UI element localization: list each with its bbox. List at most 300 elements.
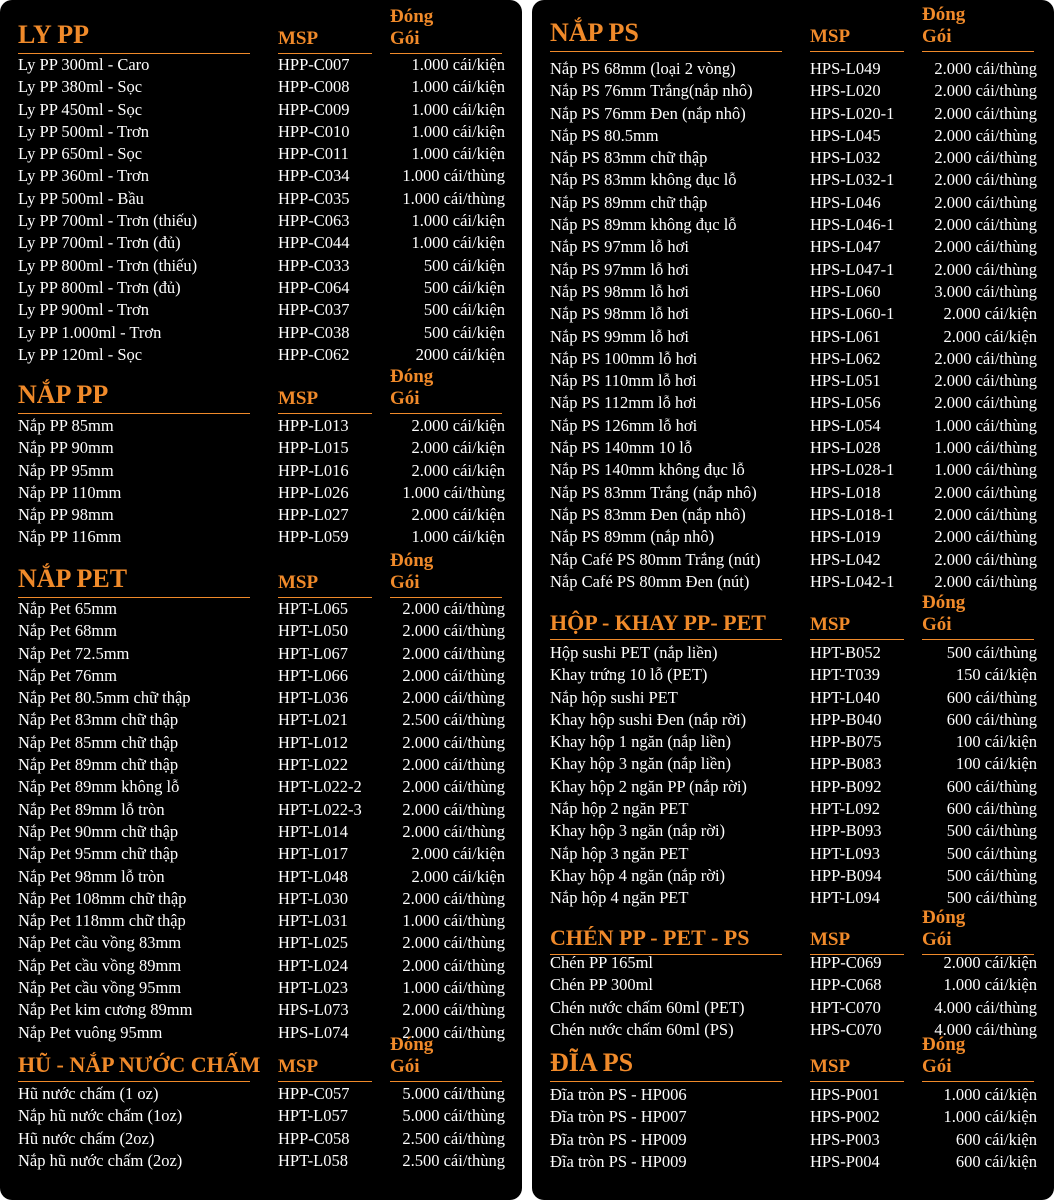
product-row bbox=[18, 165, 505, 187]
product-code: HPP-B092 bbox=[810, 776, 882, 796]
product-code: HPS-L018 bbox=[810, 482, 881, 502]
product-name: Ly PP 650ml - Sọc bbox=[18, 144, 143, 164]
product-row bbox=[550, 709, 1037, 731]
pack-underline bbox=[922, 51, 1034, 52]
product-code: HPS-L060 bbox=[810, 281, 881, 301]
product-packing: 3.000 cái/thùng bbox=[934, 281, 1037, 301]
product-name: Nắp PS 140mm không đục lỗ bbox=[550, 460, 745, 480]
pack-column-header: Đóng Gói bbox=[922, 592, 966, 635]
product-row bbox=[550, 303, 1037, 325]
product-list-ly-pp bbox=[18, 54, 505, 366]
product-code: HPT-L094 bbox=[810, 888, 880, 908]
product-list-hu-nap-nuoc-cham bbox=[18, 1083, 505, 1172]
product-packing: 2.000 cái/kiện bbox=[411, 505, 505, 525]
product-row bbox=[550, 415, 1037, 437]
product-packing: 500 cái/thùng bbox=[946, 843, 1037, 863]
product-list-nap-ps bbox=[550, 58, 1037, 593]
product-row bbox=[550, 169, 1037, 191]
product-packing: 2.000 cái/kiện bbox=[943, 304, 1037, 324]
product-packing: 1.000 cái/thùng bbox=[402, 911, 505, 931]
product-name: Nắp PS 83mm không đục lỗ bbox=[550, 170, 737, 190]
product-list-chen-pp-pet-ps bbox=[550, 952, 1037, 1041]
product-packing: 2.000 cái/thùng bbox=[934, 482, 1037, 502]
product-name: Nắp PS 76mm Trắng(nắp nhô) bbox=[550, 81, 753, 101]
product-packing: 1.000 cái/thùng bbox=[934, 415, 1037, 435]
product-packing: 2.000 cái/thùng bbox=[402, 777, 505, 797]
product-name: Nắp Pet 95mm chữ thập bbox=[18, 844, 179, 864]
product-code: HPP-C063 bbox=[278, 211, 350, 231]
section-title: HỘP - KHAY PP- PET bbox=[550, 610, 766, 635]
product-name: Nắp hộp 2 ngăn PET bbox=[550, 799, 689, 819]
product-name: Ly PP 700ml - Trơn (đủ) bbox=[18, 233, 181, 253]
product-name: Nắp Pet 72.5mm bbox=[18, 643, 130, 663]
product-code: HPT-L036 bbox=[278, 688, 348, 708]
product-packing: 2.000 cái/kiện bbox=[943, 326, 1037, 346]
section-title: CHÉN PP - PET - PS bbox=[550, 925, 750, 950]
product-name: Đĩa tròn PS - HP007 bbox=[550, 1107, 687, 1127]
product-packing: 2.500 cái/thùng bbox=[402, 1150, 505, 1170]
product-row bbox=[18, 299, 505, 321]
pack-underline bbox=[922, 1081, 1034, 1082]
product-code: HPT-L093 bbox=[810, 843, 880, 863]
product-packing: 2.000 cái/thùng bbox=[934, 259, 1037, 279]
product-code: HPT-L021 bbox=[278, 710, 348, 730]
product-row bbox=[18, 143, 505, 165]
product-name: Nắp Pet 108mm chữ thập bbox=[18, 888, 187, 908]
product-packing: 1.000 cái/kiện bbox=[411, 55, 505, 74]
product-name: Khay hộp 3 ngăn (nắp liền) bbox=[550, 754, 731, 774]
product-row bbox=[18, 504, 505, 526]
product-packing: 2.000 cái/thùng bbox=[402, 1022, 505, 1042]
product-name: Nắp PS 83mm Đen (nắp nhô) bbox=[550, 504, 746, 524]
product-code: HPS-L047-1 bbox=[810, 259, 895, 279]
product-row bbox=[18, 76, 505, 98]
product-name: Nắp Pet cầu vồng 95mm bbox=[18, 978, 182, 998]
product-name: Nắp Pet 76mm bbox=[18, 665, 117, 685]
product-row bbox=[18, 732, 505, 754]
product-packing: 600 cái/thùng bbox=[946, 776, 1037, 796]
product-row bbox=[18, 54, 505, 76]
product-code: HPT-L065 bbox=[278, 599, 348, 618]
product-packing: 4.000 cái/thùng bbox=[934, 1019, 1037, 1039]
pack-column-header: Đóng Gói bbox=[390, 366, 434, 409]
product-name: Nắp PP 98mm bbox=[18, 505, 114, 525]
product-row bbox=[550, 1129, 1037, 1151]
product-name: Nắp PS 76mm Đen (nắp nhô) bbox=[550, 103, 746, 123]
product-code: HPS-L051 bbox=[810, 371, 881, 391]
product-row bbox=[550, 776, 1037, 798]
product-packing: 2.000 cái/kiện bbox=[411, 844, 505, 864]
product-packing: 2.000 cái/thùng bbox=[934, 103, 1037, 123]
product-row bbox=[18, 821, 505, 843]
product-code: HPT-L014 bbox=[278, 821, 348, 841]
product-name: Nắp PP 116mm bbox=[18, 527, 122, 547]
product-name: Nắp Pet 90mm chữ thập bbox=[18, 821, 179, 841]
msp-column-header: MSP bbox=[278, 388, 319, 409]
product-row bbox=[18, 843, 505, 865]
product-code: HPT-L048 bbox=[278, 866, 348, 886]
product-code: HPS-L018-1 bbox=[810, 504, 895, 524]
product-row bbox=[18, 754, 505, 776]
product-packing: 1.000 cái/thùng bbox=[934, 460, 1037, 480]
product-packing: 1.000 cái/thùng bbox=[934, 438, 1037, 458]
product-packing: 2.000 cái/thùng bbox=[934, 59, 1037, 78]
product-code: HPP-C034 bbox=[278, 166, 350, 186]
product-name: Nắp Pet kim cương 89mm bbox=[18, 1000, 193, 1020]
product-packing: 2.000 cái/thùng bbox=[934, 549, 1037, 569]
product-row bbox=[18, 99, 505, 121]
product-packing: 2.000 cái/thùng bbox=[934, 527, 1037, 547]
pack-column-header: Đóng Gói bbox=[390, 6, 434, 49]
product-packing: 2.000 cái/thùng bbox=[402, 621, 505, 641]
product-code: HPT-L022-3 bbox=[278, 799, 362, 819]
product-name: Nắp Pet 89mm chữ thập bbox=[18, 755, 179, 775]
product-name: Nắp PS 110mm lỗ hơi bbox=[550, 371, 697, 391]
product-name: Nắp Pet 89mm lỗ tròn bbox=[18, 799, 165, 819]
product-row bbox=[18, 482, 505, 504]
product-packing: 2.000 cái/thùng bbox=[934, 148, 1037, 168]
product-row bbox=[550, 259, 1037, 281]
product-name: Nắp PS 89mm không đục lỗ bbox=[550, 215, 737, 235]
product-code: HPS-L042-1 bbox=[810, 571, 895, 591]
product-row bbox=[18, 322, 505, 344]
product-code: HPT-L022-2 bbox=[278, 777, 362, 797]
product-code: HPS-L019 bbox=[810, 527, 881, 547]
product-packing: 100 cái/kiện bbox=[955, 754, 1037, 774]
product-name: Ly PP 800ml - Trơn (đủ) bbox=[18, 277, 181, 297]
product-row bbox=[550, 370, 1037, 392]
product-code: HPT-B052 bbox=[810, 643, 881, 662]
product-row bbox=[550, 482, 1037, 504]
product-code: HPS-L054 bbox=[810, 415, 881, 435]
msp-column-header: MSP bbox=[810, 26, 851, 47]
product-row bbox=[18, 598, 505, 620]
product-code: HPS-L061 bbox=[810, 326, 881, 346]
product-packing: 600 cái/thùng bbox=[946, 687, 1037, 707]
product-name: Đĩa tròn PS - HP006 bbox=[550, 1085, 687, 1104]
product-code: HPP-C009 bbox=[278, 99, 350, 119]
product-row bbox=[550, 664, 1037, 686]
product-row bbox=[550, 459, 1037, 481]
product-row bbox=[18, 1150, 505, 1172]
product-name: Nắp hộp sushi PET bbox=[550, 687, 678, 707]
product-code: HPS-L045 bbox=[810, 125, 881, 145]
product-name: Khay hộp 4 ngăn (nắp rời) bbox=[550, 865, 726, 885]
pack-column-header: Đóng Gói bbox=[922, 1034, 966, 1077]
product-code: HPP-C058 bbox=[278, 1128, 350, 1148]
product-packing: 2.000 cái/thùng bbox=[934, 504, 1037, 524]
product-list-hop-khay-pp-pet bbox=[550, 642, 1037, 910]
msp-underline bbox=[278, 413, 372, 414]
product-row bbox=[550, 549, 1037, 571]
product-code: HPT-L031 bbox=[278, 911, 348, 931]
product-code: HPT-L066 bbox=[278, 665, 348, 685]
product-code: HPS-L028-1 bbox=[810, 460, 895, 480]
product-code: HPT-L067 bbox=[278, 643, 348, 663]
product-code: HPP-B040 bbox=[810, 709, 882, 729]
product-row bbox=[550, 192, 1037, 214]
product-name: Khay hộp 1 ngăn (nắp liền) bbox=[550, 732, 731, 752]
product-row bbox=[18, 232, 505, 254]
product-name: Nắp Pet 65mm bbox=[18, 599, 117, 618]
product-name: Ly PP 1.000ml - Trơn bbox=[18, 322, 162, 342]
product-name: Nắp PS 97mm lỗ hơi bbox=[550, 237, 689, 257]
product-packing: 2.000 cái/thùng bbox=[402, 688, 505, 708]
product-code: HPS-L028 bbox=[810, 438, 881, 458]
product-code: HPP-C038 bbox=[278, 322, 350, 342]
product-row bbox=[18, 415, 505, 437]
product-packing: 2.000 cái/thùng bbox=[934, 81, 1037, 101]
product-code: HPS-L062 bbox=[810, 348, 881, 368]
product-row bbox=[550, 820, 1037, 842]
product-name: Nắp PS 100mm lỗ hơi bbox=[550, 348, 698, 368]
product-name: Nắp PS 126mm lỗ hơi bbox=[550, 415, 698, 435]
product-name: Nắp Pet 89mm không lỗ bbox=[18, 777, 180, 797]
product-name: Nắp Café PS 80mm Đen (nút) bbox=[550, 571, 750, 591]
product-code: HPT-L057 bbox=[278, 1106, 348, 1126]
product-name: Nắp PP 90mm bbox=[18, 438, 114, 458]
product-name: Nắp PS 98mm lỗ hơi bbox=[550, 304, 689, 324]
product-packing: 1.000 cái/kiện bbox=[411, 211, 505, 231]
product-code: HPP-C035 bbox=[278, 188, 350, 208]
product-code: HPS-L020-1 bbox=[810, 103, 895, 123]
pack-column-header: Đóng Gói bbox=[390, 550, 434, 593]
product-row bbox=[18, 776, 505, 798]
product-code: HPP-C010 bbox=[278, 121, 350, 141]
product-name: Nắp PP 95mm bbox=[18, 460, 114, 480]
product-packing: 2.000 cái/kiện bbox=[411, 438, 505, 458]
product-row bbox=[550, 687, 1037, 709]
product-row bbox=[18, 210, 505, 232]
product-row bbox=[550, 236, 1037, 258]
product-name: Hũ nước chấm (2oz) bbox=[18, 1128, 155, 1148]
product-packing: 500 cái/kiện bbox=[423, 255, 505, 275]
product-name: Nắp PS 83mm Trắng (nắp nhô) bbox=[550, 482, 757, 502]
product-packing: 100 cái/kiện bbox=[955, 732, 1037, 752]
msp-column-header: MSP bbox=[810, 929, 851, 950]
product-packing: 2.000 cái/thùng bbox=[402, 799, 505, 819]
product-row bbox=[18, 188, 505, 210]
section-title: ĐĨA PS bbox=[550, 1048, 634, 1077]
product-packing: 2.000 cái/thùng bbox=[934, 348, 1037, 368]
product-name: Chén nước chấm 60ml (PET) bbox=[550, 997, 745, 1017]
product-row bbox=[550, 997, 1037, 1019]
product-packing: 1.000 cái/thùng bbox=[402, 482, 505, 502]
title-underline bbox=[550, 51, 782, 52]
product-name: Chén nước chấm 60ml (PS) bbox=[550, 1019, 734, 1039]
product-row bbox=[18, 866, 505, 888]
product-row bbox=[18, 665, 505, 687]
product-row bbox=[18, 526, 505, 548]
section-title: NẮP PET bbox=[18, 564, 128, 593]
product-row bbox=[550, 731, 1037, 753]
product-name: Nắp PS 83mm chữ thập bbox=[550, 148, 708, 168]
product-code: HPT-L023 bbox=[278, 978, 348, 998]
product-name: Nắp PS 98mm lỗ hơi bbox=[550, 281, 689, 301]
product-code: HPP-B094 bbox=[810, 865, 882, 885]
product-row bbox=[550, 392, 1037, 414]
product-row bbox=[550, 1106, 1037, 1128]
pack-underline bbox=[390, 1081, 502, 1082]
product-code: HPT-L092 bbox=[810, 799, 880, 819]
product-name: Ly PP 500ml - Bầu bbox=[18, 188, 144, 208]
product-row bbox=[18, 687, 505, 709]
product-packing: 2.000 cái/kiện bbox=[943, 953, 1037, 972]
product-packing: 2.000 cái/thùng bbox=[402, 665, 505, 685]
product-code: HPS-P002 bbox=[810, 1107, 880, 1127]
product-name: Ly PP 120ml - Sọc bbox=[18, 344, 143, 364]
product-code: HPS-P004 bbox=[810, 1151, 880, 1171]
product-packing: 2.000 cái/thùng bbox=[402, 955, 505, 975]
product-packing: 2.500 cái/thùng bbox=[402, 1128, 505, 1148]
product-name: Nắp PS 89mm (nắp nhô) bbox=[550, 527, 715, 547]
product-name: Nắp Pet 98mm lỗ tròn bbox=[18, 866, 165, 886]
product-code: HPP-B093 bbox=[810, 821, 882, 841]
product-row bbox=[550, 798, 1037, 820]
product-packing: 2.000 cái/thùng bbox=[934, 393, 1037, 413]
product-list-nap-pp bbox=[18, 415, 505, 549]
product-row bbox=[18, 955, 505, 977]
product-name: Nắp PS 68mm (loại 2 vòng) bbox=[550, 59, 736, 78]
product-code: HPT-L050 bbox=[278, 621, 348, 641]
product-name: Nắp Pet 68mm bbox=[18, 621, 117, 641]
product-packing: 1.000 cái/kiện bbox=[411, 99, 505, 119]
product-packing: 1.000 cái/kiện bbox=[943, 975, 1037, 995]
product-packing: 2.000 cái/thùng bbox=[402, 643, 505, 663]
product-packing: 500 cái/kiện bbox=[423, 277, 505, 297]
product-row bbox=[550, 642, 1037, 664]
product-code: HPP-C057 bbox=[278, 1084, 350, 1103]
product-row bbox=[18, 643, 505, 665]
product-code: HPS-L056 bbox=[810, 393, 881, 413]
product-code: HPP-C068 bbox=[810, 975, 882, 995]
product-name: Nắp hũ nước chấm (2oz) bbox=[18, 1150, 183, 1170]
product-row bbox=[18, 437, 505, 459]
product-row bbox=[550, 437, 1037, 459]
title-underline bbox=[550, 1081, 782, 1082]
product-code: HPP-L059 bbox=[278, 527, 349, 547]
product-packing: 500 cái/thùng bbox=[946, 865, 1037, 885]
product-row bbox=[550, 326, 1037, 348]
product-row bbox=[550, 1151, 1037, 1173]
product-packing: 500 cái/thùng bbox=[946, 821, 1037, 841]
product-row bbox=[18, 1128, 505, 1150]
product-packing: 5.000 cái/thùng bbox=[402, 1084, 505, 1103]
product-code: HPS-L074 bbox=[278, 1022, 349, 1042]
product-code: HPT-L022 bbox=[278, 755, 348, 775]
product-code: HPS-L020 bbox=[810, 81, 881, 101]
product-row bbox=[18, 277, 505, 299]
product-packing: 1.000 cái/kiện bbox=[411, 233, 505, 253]
product-packing: 150 cái/kiện bbox=[955, 665, 1037, 685]
product-name: Khay trứng 10 lỗ (PET) bbox=[550, 665, 708, 685]
product-name: Nắp Pet cầu vồng 89mm bbox=[18, 955, 182, 975]
product-packing: 1.000 cái/kiện bbox=[411, 121, 505, 141]
product-name: Đĩa tròn PS - HP009 bbox=[550, 1151, 687, 1171]
product-row bbox=[550, 147, 1037, 169]
product-row bbox=[550, 504, 1037, 526]
msp-column-header: MSP bbox=[278, 572, 319, 593]
product-packing: 600 cái/kiện bbox=[955, 1129, 1037, 1149]
product-packing: 1.000 cái/kiện bbox=[943, 1085, 1037, 1104]
product-code: HPP-C064 bbox=[278, 277, 350, 297]
product-row bbox=[550, 348, 1037, 370]
product-row bbox=[18, 999, 505, 1021]
product-packing: 2.000 cái/thùng bbox=[934, 371, 1037, 391]
product-row bbox=[550, 952, 1037, 974]
product-row bbox=[18, 977, 505, 999]
product-name: Nắp hộp 3 ngăn PET bbox=[550, 843, 689, 863]
right-panel bbox=[532, 0, 1054, 1200]
msp-column-header: MSP bbox=[810, 1056, 851, 1077]
product-row bbox=[550, 1084, 1037, 1106]
product-packing: 2.000 cái/kiện bbox=[411, 866, 505, 886]
product-name: Nắp Café PS 80mm Trắng (nút) bbox=[550, 549, 761, 569]
product-code: HPP-C069 bbox=[810, 953, 882, 972]
product-packing: 2.000 cái/thùng bbox=[402, 933, 505, 953]
msp-underline bbox=[810, 639, 904, 640]
product-list-nap-pet bbox=[18, 598, 505, 1044]
product-row bbox=[550, 58, 1037, 80]
product-code: HPS-L049 bbox=[810, 59, 881, 78]
product-packing: 600 cái/thùng bbox=[946, 799, 1037, 819]
product-row bbox=[550, 571, 1037, 593]
title-underline bbox=[18, 1081, 250, 1082]
product-row bbox=[550, 753, 1037, 775]
product-code: HPS-L042 bbox=[810, 549, 881, 569]
product-packing: 2.000 cái/thùng bbox=[934, 215, 1037, 235]
product-name: Nắp Pet 83mm chữ thập bbox=[18, 710, 179, 730]
product-code: HPT-L058 bbox=[278, 1150, 348, 1170]
product-packing: 500 cái/kiện bbox=[423, 300, 505, 320]
product-packing: 2.000 cái/thùng bbox=[934, 237, 1037, 257]
product-code: HPT-L030 bbox=[278, 888, 348, 908]
pack-underline bbox=[922, 639, 1034, 640]
product-row bbox=[18, 344, 505, 366]
product-name: Nắp PS 97mm lỗ hơi bbox=[550, 259, 689, 279]
product-code: HPT-L024 bbox=[278, 955, 348, 975]
product-row bbox=[550, 526, 1037, 548]
product-code: HPS-C070 bbox=[810, 1019, 882, 1039]
product-row bbox=[18, 888, 505, 910]
product-name: Hộp sushi PET (nắp liền) bbox=[550, 643, 718, 662]
product-packing: 2.000 cái/thùng bbox=[402, 1000, 505, 1020]
product-name: Ly PP 300ml - Caro bbox=[18, 55, 150, 74]
product-name: Hũ nước chấm (1 oz) bbox=[18, 1084, 159, 1103]
product-packing: 2.000 cái/thùng bbox=[934, 571, 1037, 591]
product-packing: 500 cái/thùng bbox=[946, 643, 1037, 662]
msp-underline bbox=[810, 1081, 904, 1082]
product-code: HPT-T039 bbox=[810, 665, 880, 685]
product-packing: 2.000 cái/thùng bbox=[402, 732, 505, 752]
product-row bbox=[18, 910, 505, 932]
product-row bbox=[18, 709, 505, 731]
product-row bbox=[18, 799, 505, 821]
product-name: Nắp Pet vuông 95mm bbox=[18, 1022, 163, 1042]
section-title: LY PP bbox=[18, 20, 90, 49]
product-row bbox=[550, 281, 1037, 303]
product-row bbox=[18, 620, 505, 642]
product-row bbox=[18, 1105, 505, 1127]
product-row bbox=[550, 865, 1037, 887]
section-title: NẮP PS bbox=[550, 18, 639, 47]
product-code: HPT-C070 bbox=[810, 997, 881, 1017]
product-code: HPS-P001 bbox=[810, 1085, 880, 1104]
msp-underline bbox=[810, 51, 904, 52]
product-code: HPS-L060-1 bbox=[810, 304, 895, 324]
product-packing: 4.000 cái/thùng bbox=[934, 997, 1037, 1017]
product-code: HPP-L013 bbox=[278, 416, 349, 435]
